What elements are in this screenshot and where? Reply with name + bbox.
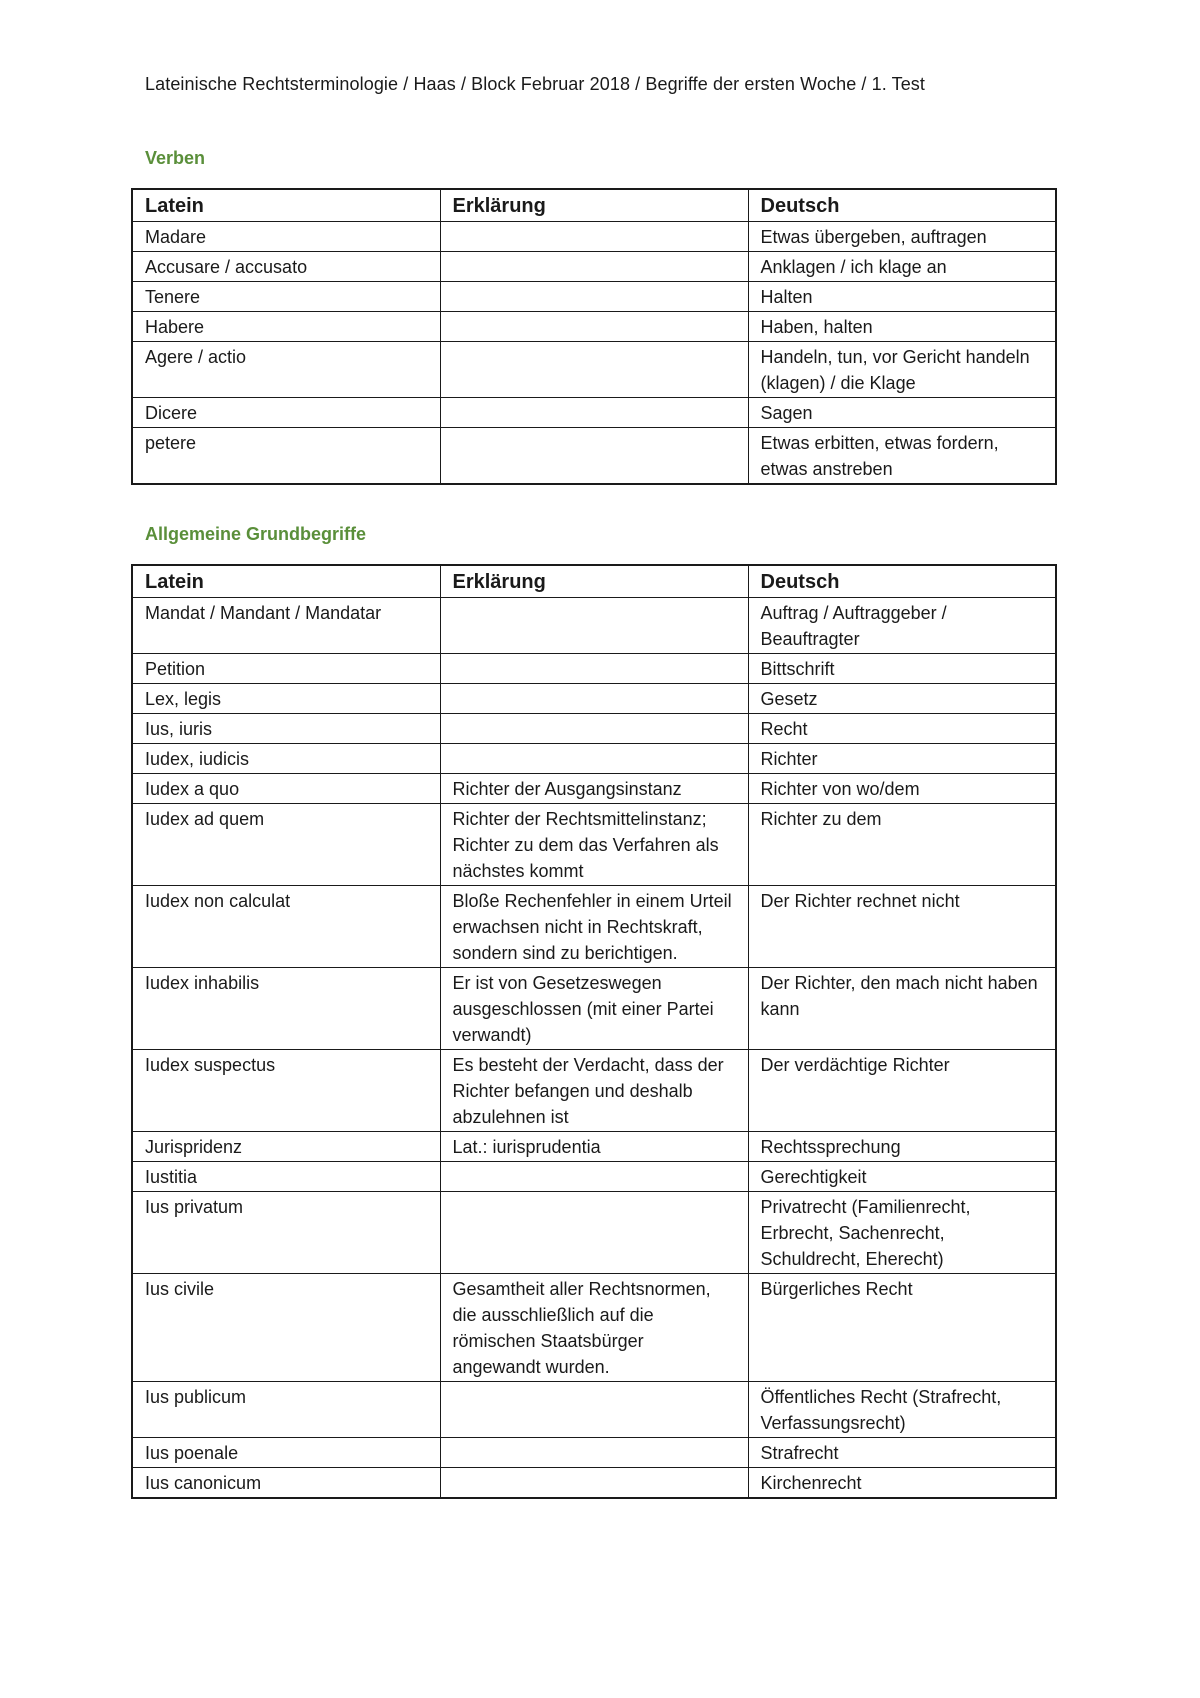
cell-latein: Agere / actio <box>132 342 440 398</box>
cell-erklaerung: Bloße Rechenfehler in einem Urteil erwachsen nicht in Rechtskraft, sondern sind zu berichtigen. <box>440 886 748 968</box>
cell-deutsch: Auftrag / Auftraggeber / Beauftragter <box>748 598 1056 654</box>
cell-deutsch: Richter zu dem <box>748 804 1056 886</box>
cell-deutsch: Gesetz <box>748 684 1056 714</box>
cell-erklaerung <box>440 222 748 252</box>
cell-latein: Madare <box>132 222 440 252</box>
cell-erklaerung <box>440 1192 748 1274</box>
table-row <box>132 398 1056 428</box>
cell-latein: Ius, iuris <box>132 714 440 744</box>
table-row <box>132 282 1056 312</box>
table-row <box>132 714 1056 744</box>
column-header-latein: Latein <box>132 565 440 598</box>
cell-latein: Dicere <box>132 398 440 428</box>
cell-deutsch: Richter <box>748 744 1056 774</box>
table-row <box>132 1382 1056 1438</box>
table-row <box>132 222 1056 252</box>
table-row <box>132 1132 1056 1162</box>
table-row <box>132 774 1056 804</box>
cell-erklaerung <box>440 312 748 342</box>
cell-latein: Iudex inhabilis <box>132 968 440 1050</box>
cell-erklaerung <box>440 398 748 428</box>
table-header-row <box>132 189 1056 222</box>
cell-latein: Lex, legis <box>132 684 440 714</box>
cell-deutsch: Bürgerliches Recht <box>748 1274 1056 1382</box>
cell-deutsch: Etwas übergeben, auftragen <box>748 222 1056 252</box>
table-row <box>132 1438 1056 1468</box>
cell-erklaerung <box>440 428 748 485</box>
table-row <box>132 342 1056 398</box>
table-row <box>132 684 1056 714</box>
column-header-erklaerung: Erklärung <box>440 565 748 598</box>
cell-latein: Ius civile <box>132 1274 440 1382</box>
table-row <box>132 1274 1056 1382</box>
cell-erklaerung: Richter der Rechtsmittelinstanz; Richter zu dem das Verfahren als nächstes kommt <box>440 804 748 886</box>
cell-deutsch: Privatrecht (Familienrecht, Erbrecht, Sachenrecht, Schuldrecht, Eherecht) <box>748 1192 1056 1274</box>
table-row <box>132 744 1056 774</box>
cell-deutsch: Der Richter rechnet nicht <box>748 886 1056 968</box>
cell-deutsch: Anklagen / ich klage an <box>748 252 1056 282</box>
cell-latein: Petition <box>132 654 440 684</box>
cell-latein: Iudex suspectus <box>132 1050 440 1132</box>
cell-erklaerung: Richter der Ausgangsinstanz <box>440 774 748 804</box>
cell-erklaerung: Lat.: iurisprudentia <box>440 1132 748 1162</box>
table-row <box>132 1192 1056 1274</box>
cell-erklaerung <box>440 1162 748 1192</box>
table-row <box>132 1162 1056 1192</box>
cell-latein: petere <box>132 428 440 485</box>
cell-deutsch: Der verdächtige Richter <box>748 1050 1056 1132</box>
cell-erklaerung <box>440 342 748 398</box>
cell-deutsch: Handeln, tun, vor Gericht handeln (klagen) / die Klage <box>748 342 1056 398</box>
table-header-row <box>132 565 1056 598</box>
cell-deutsch: Halten <box>748 282 1056 312</box>
table-row <box>132 312 1056 342</box>
table-row <box>132 598 1056 654</box>
cell-deutsch: Rechtssprechung <box>748 1132 1056 1162</box>
table-row <box>132 1468 1056 1499</box>
cell-latein: Ius canonicum <box>132 1468 440 1499</box>
page-title: Lateinische Rechtsterminologie / Haas / Block Februar 2018 / Begriffe der ersten Woche / 1. Test <box>145 74 926 94</box>
cell-latein: Accusare / accusato <box>132 252 440 282</box>
table-row <box>132 252 1056 282</box>
cell-erklaerung <box>440 654 748 684</box>
cell-latein: Mandat / Mandant / Mandatar <box>132 598 440 654</box>
cell-erklaerung: Es besteht der Verdacht, dass der Richter befangen und deshalb abzulehnen ist <box>440 1050 748 1132</box>
cell-deutsch: Der Richter, den mach nicht haben kann <box>748 968 1056 1050</box>
cell-erklaerung <box>440 282 748 312</box>
cell-latein: Ius publicum <box>132 1382 440 1438</box>
cell-latein: Iudex ad quem <box>132 804 440 886</box>
cell-deutsch: Sagen <box>748 398 1056 428</box>
cell-latein: Iudex non calculat <box>132 886 440 968</box>
cell-erklaerung <box>440 252 748 282</box>
cell-latein: Ius privatum <box>132 1192 440 1274</box>
column-header-deutsch: Deutsch <box>748 189 1056 222</box>
cell-latein: Tenere <box>132 282 440 312</box>
cell-deutsch: Recht <box>748 714 1056 744</box>
cell-latein: Ius poenale <box>132 1438 440 1468</box>
table-row <box>132 886 1056 968</box>
cell-erklaerung <box>440 1382 748 1438</box>
table-row <box>132 428 1056 485</box>
verben-table <box>131 188 1057 485</box>
column-header-erklaerung: Erklärung <box>440 189 748 222</box>
cell-deutsch: Bittschrift <box>748 654 1056 684</box>
section-heading-allgemeine: Allgemeine Grundbegriffe <box>145 524 367 544</box>
cell-erklaerung <box>440 598 748 654</box>
cell-deutsch: Haben, halten <box>748 312 1056 342</box>
cell-latein: Iudex, iudicis <box>132 744 440 774</box>
cell-latein: Iudex a quo <box>132 774 440 804</box>
table-row <box>132 654 1056 684</box>
cell-erklaerung <box>440 714 748 744</box>
section-heading-verben: Verben <box>145 148 206 168</box>
cell-latein: Iustitia <box>132 1162 440 1192</box>
table-row <box>132 968 1056 1050</box>
cell-deutsch: Öffentliches Recht (Strafrecht, Verfassungsrecht) <box>748 1382 1056 1438</box>
cell-deutsch: Kirchenrecht <box>748 1468 1056 1499</box>
column-header-latein: Latein <box>132 189 440 222</box>
cell-erklaerung: Er ist von Gesetzeswegen ausgeschlossen (mit einer Partei verwandt) <box>440 968 748 1050</box>
allgemeine-grundbegriffe-table <box>131 564 1057 1499</box>
cell-erklaerung: Gesamtheit aller Rechtsnormen, die ausschließlich auf die römischen Staatsbürger angewandt wurden. <box>440 1274 748 1382</box>
cell-deutsch: Strafrecht <box>748 1438 1056 1468</box>
column-header-deutsch: Deutsch <box>748 565 1056 598</box>
cell-deutsch: Gerechtigkeit <box>748 1162 1056 1192</box>
table-row <box>132 1050 1056 1132</box>
cell-deutsch: Etwas erbitten, etwas fordern, etwas anstreben <box>748 428 1056 485</box>
cell-erklaerung <box>440 744 748 774</box>
cell-erklaerung <box>440 1468 748 1499</box>
table-row <box>132 804 1056 886</box>
cell-erklaerung <box>440 684 748 714</box>
cell-deutsch: Richter von wo/dem <box>748 774 1056 804</box>
cell-erklaerung <box>440 1438 748 1468</box>
cell-latein: Habere <box>132 312 440 342</box>
cell-latein: Jurispridenz <box>132 1132 440 1162</box>
